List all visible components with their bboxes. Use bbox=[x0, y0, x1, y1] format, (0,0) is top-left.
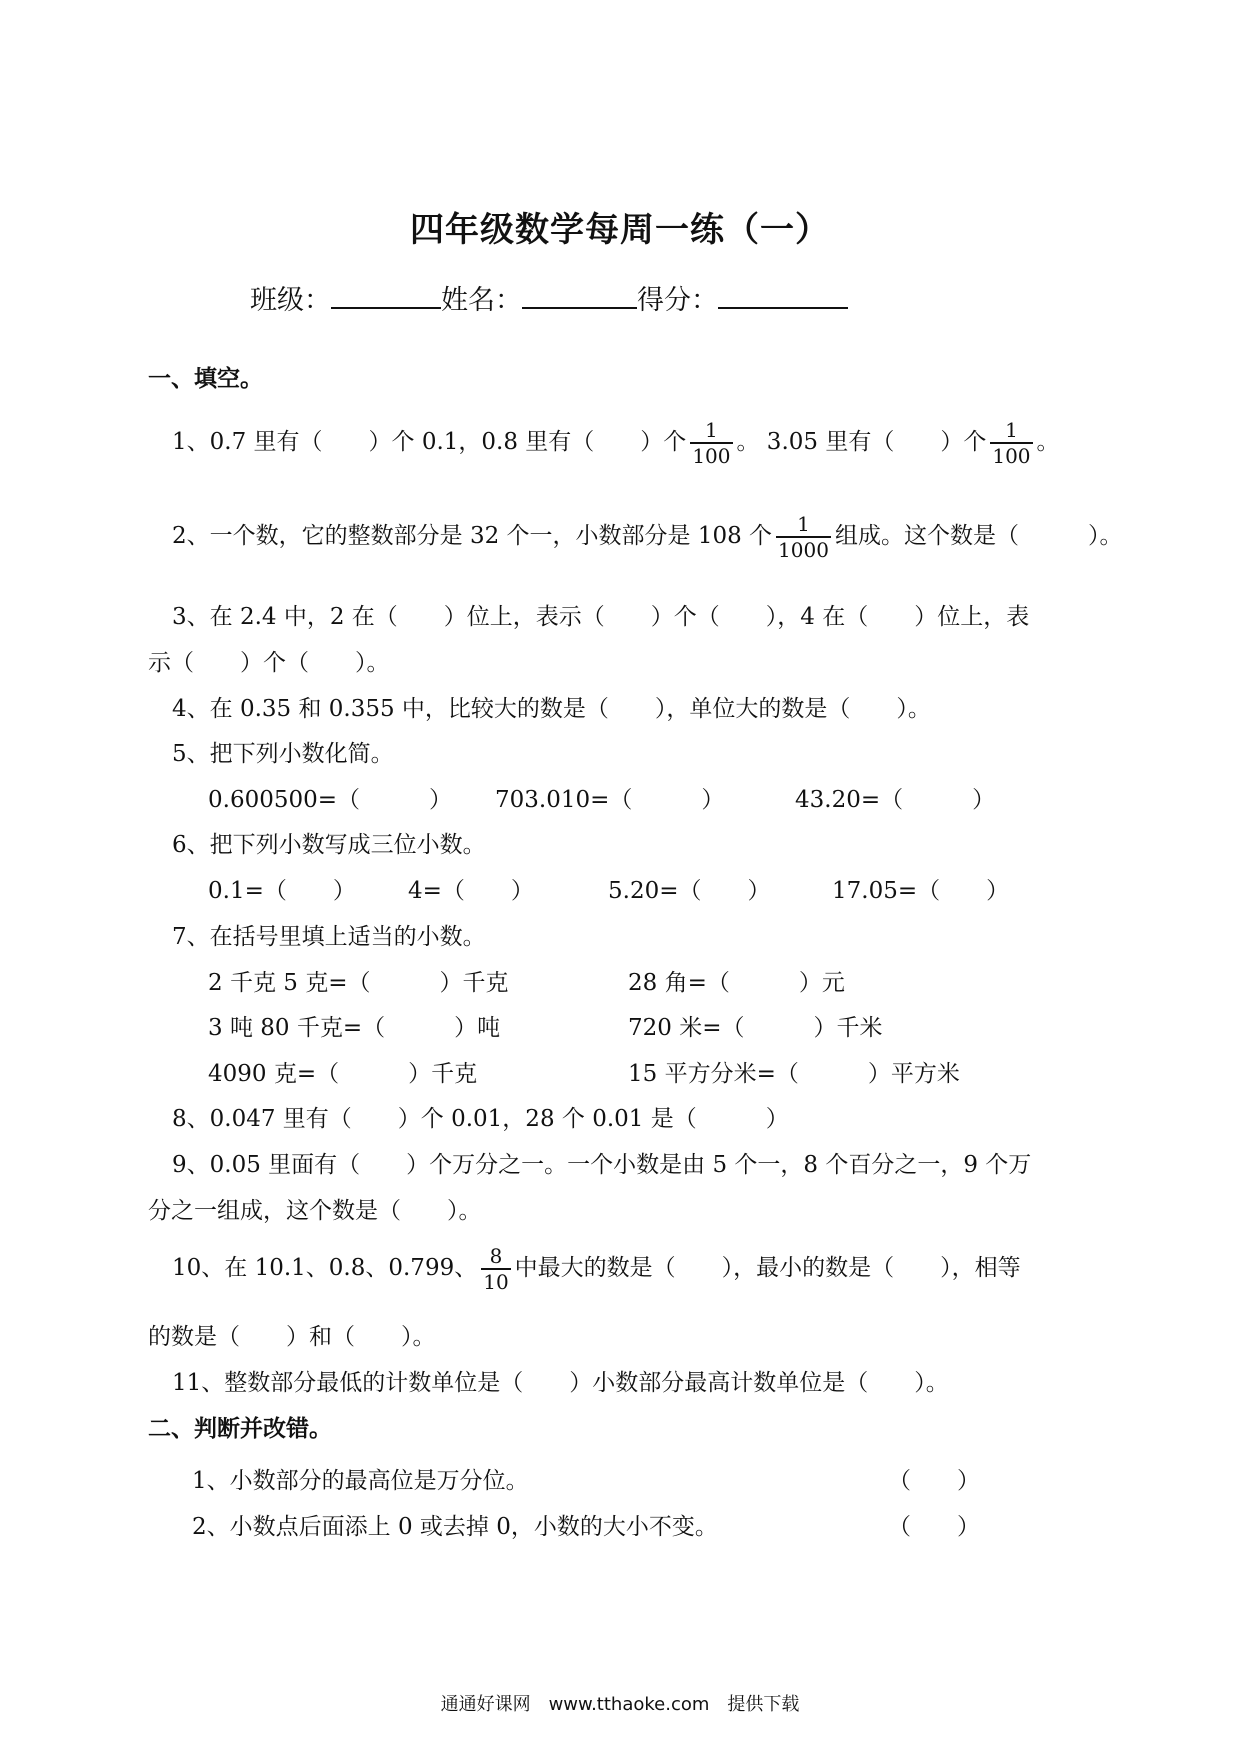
question-8: 8、0.047 里有（ ）个 0.01，28 个 0.01 是（ ） bbox=[172, 1106, 789, 1132]
name-label: 姓名： bbox=[441, 285, 522, 316]
question-3-line-2: 示（ ）个（ ）。 bbox=[148, 650, 390, 676]
q7-item: 4090 克=（ ）千克 bbox=[208, 1061, 478, 1087]
q5-item: 43.20=（ ） bbox=[795, 787, 996, 813]
question-9-line-2: 分之一组成，这个数是（ ）。 bbox=[148, 1198, 482, 1224]
score-label: 得分： bbox=[637, 285, 718, 316]
footer-credit: 通通好课网 www.tthaoke.com 提供下载 bbox=[440, 1694, 800, 1715]
question-1: 1、0.7 里有（ ）个 0.1，0.8 里有（ ）个 $\frac{1}{100}$ 。 3.05 里有（ ）个 $\frac{1}{100}$ 。 bbox=[172, 418, 1060, 468]
fraction: $\frac{8}{10}$ bbox=[483, 1244, 509, 1294]
class-field[interactable] bbox=[331, 285, 441, 309]
q5-item: 0.600500=（ ） bbox=[208, 787, 453, 813]
q6-item: 4=（ ） bbox=[408, 878, 534, 904]
q5-item: 703.010=（ ） bbox=[495, 787, 725, 813]
q7-item: 2 千克 5 克=（ ）千克 bbox=[208, 970, 509, 996]
q6-item: 0.1=（ ） bbox=[208, 878, 356, 904]
question-7: 7、在括号里填上适当的小数。 bbox=[172, 924, 486, 950]
score-field[interactable] bbox=[718, 285, 848, 309]
question-11: 11、整数部分最低的计数单位是（ ）小数部分最高计数单位是（ ）。 bbox=[172, 1370, 949, 1396]
judge-1-text: 1、小数部分的最高位是万分位。 bbox=[192, 1468, 529, 1494]
q7-item: 720 米=（ ）千米 bbox=[628, 1015, 883, 1041]
question-6: 6、把下列小数写成三位小数。 bbox=[172, 832, 486, 858]
q7-item: 28 角=（ ）元 bbox=[628, 970, 845, 996]
judge-2-bracket[interactable]: （ ） bbox=[888, 1514, 980, 1540]
question-3-line-1: 3、在 2.4 中，2 在（ ）位上，表示（ ）个（ ），4 在（ ）位上，表 bbox=[172, 604, 1030, 630]
page-title: 四年级数学每周一练（一） bbox=[410, 210, 830, 250]
q6-item: 5.20=（ ） bbox=[608, 878, 771, 904]
q7-item: 3 吨 80 千克=（ ）吨 bbox=[208, 1015, 501, 1041]
student-info bbox=[250, 278, 848, 317]
section-1-heading: 一、填空。 bbox=[148, 366, 263, 392]
name-field[interactable] bbox=[522, 285, 637, 309]
q7-item: 15 平方分米=（ ）平方米 bbox=[628, 1061, 960, 1087]
judge-1-bracket[interactable]: （ ） bbox=[888, 1468, 980, 1494]
judge-2-text: 2、小数点后面添上 0 或去掉 0，小数的大小不变。 bbox=[192, 1514, 718, 1540]
fraction: $\frac{1}{100}$ bbox=[992, 418, 1031, 468]
class-label: 班级： bbox=[250, 285, 331, 316]
fraction: $\frac{1}{1000}$ bbox=[778, 512, 829, 562]
fraction: $\frac{1}{100}$ bbox=[692, 418, 731, 468]
section-2-heading: 二、判断并改错。 bbox=[148, 1416, 332, 1442]
question-9-line-1: 9、0.05 里面有（ ）个万分之一。一个小数是由 5 个一，8 个百分之一，9 个万 bbox=[172, 1152, 1032, 1178]
question-4: 4、在 0.35 和 0.355 中，比较大的数是（ ），单位大的数是（ ）。 bbox=[172, 696, 931, 722]
question-10-line-2: 的数是（ ）和（ ）。 bbox=[148, 1324, 436, 1350]
q6-item: 17.05=（ ） bbox=[832, 878, 1010, 904]
question-2: 2、一个数，它的整数部分是 32 个一，小数部分是 108 个 $\frac{1}{1000}$ 组成。这个数是（ ）。 bbox=[172, 512, 1123, 562]
question-10-line-1: 10、在 10.1、0.8、0.799、 $\frac{8}{10}$ 中最大的数是（ ），最小的数是（ ），相等 bbox=[172, 1244, 1021, 1294]
question-5: 5、把下列小数化简。 bbox=[172, 741, 394, 767]
